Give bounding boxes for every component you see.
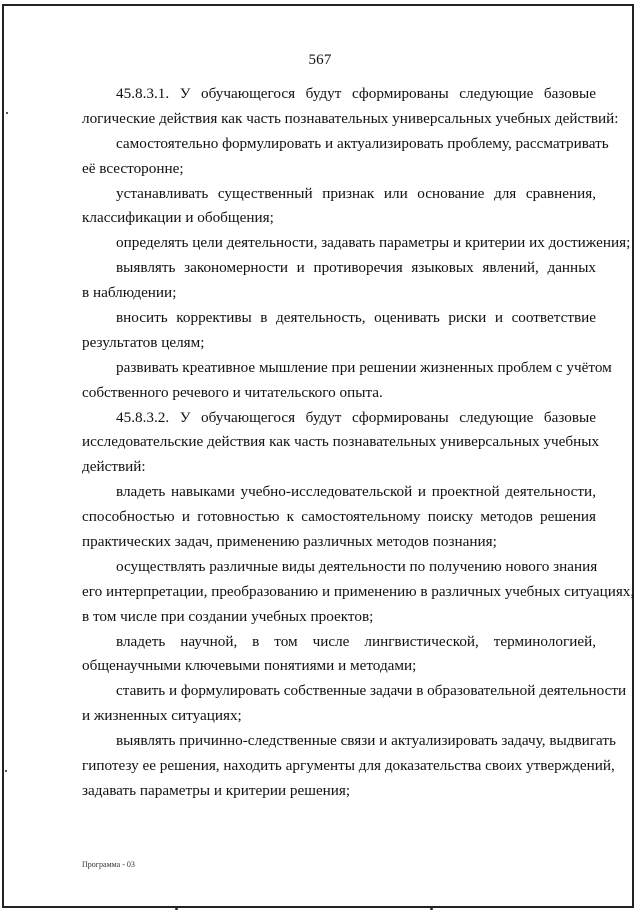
paragraph-line: владеть навыками учебно-исследовательской и проектной деятельности,: [116, 483, 596, 501]
paragraph-line: ставить и формулировать собственные задачи в образовательной деятельности: [116, 682, 627, 700]
scan-speck: [5, 770, 7, 772]
paragraph-line: выявлять закономерности и противоречия языковых явлений, данных: [116, 259, 596, 277]
paragraph-line: результатов целям;: [82, 333, 205, 351]
paragraph-line: задавать параметры и критерии решения;: [82, 781, 351, 799]
paragraph-line: собственного речевого и читательского опыта.: [82, 383, 383, 401]
footer-note: Программа - 03: [82, 860, 135, 869]
page-number: 567: [308, 52, 332, 68]
paragraph-line: развивать креативное мышление при решении жизненных проблем с учётом: [116, 358, 612, 376]
scan-speck: [430, 908, 433, 910]
paragraph-line: определять цели деятельности, задавать параметры и критерии их достижения;: [116, 234, 631, 252]
scan-speck: [175, 908, 178, 910]
paragraph-line: владеть научной, в том числе лингвистической, терминологией,: [116, 632, 596, 650]
paragraph-line: осуществлять различные виды деятельности по получению нового знания: [116, 557, 598, 575]
paragraph-line: его интерпретации, преобразованию и применению в различных учебных ситуациях,: [82, 582, 635, 600]
paragraph-line: способностью и готовностью к самостоятельному поиску методов решения: [82, 508, 596, 526]
paragraph-line: устанавливать существенный признак или основание для сравнения,: [116, 184, 596, 202]
paragraph-line: 45.8.3.1. У обучающегося будут сформированы следующие базовые: [116, 85, 596, 102]
paragraph-line: исследовательские действия как часть познавательных универсальных учебных: [82, 433, 600, 451]
scan-speck: [6, 112, 8, 114]
paragraph-line: и жизненных ситуациях;: [82, 707, 242, 725]
paragraph-line: её всесторонне;: [82, 159, 184, 177]
paragraph-line: выявлять причинно-следственные связи и актуализировать задачу, выдвигать: [116, 732, 616, 750]
paragraph-line: действий:: [82, 458, 146, 476]
paragraph-line: практических задач, применению различных методов познания;: [82, 533, 497, 551]
paragraph-line: 45.8.3.2. У обучающегося будут сформированы следующие базовые: [116, 408, 596, 426]
paragraph-line: вносить коррективы в деятельность, оценивать риски и соответствие: [116, 309, 596, 327]
paragraph-line: общенаучными ключевыми понятиями и методами;: [82, 657, 417, 675]
paragraph-line: гипотезу ее решения, находить аргументы для доказательства своих утверждений,: [82, 757, 615, 775]
paragraph-line: логические действия как часть познавательных универсальных учебных действий:: [82, 109, 619, 127]
document-body: [82, 82, 635, 804]
paragraph-line: классификации и обобщения;: [82, 209, 274, 227]
paragraph-line: самостоятельно формулировать и актуализировать проблему, рассматривать: [116, 134, 609, 152]
paragraph-line: в том числе при создании учебных проектов;: [82, 607, 374, 625]
paragraph-line: в наблюдении;: [82, 284, 177, 302]
